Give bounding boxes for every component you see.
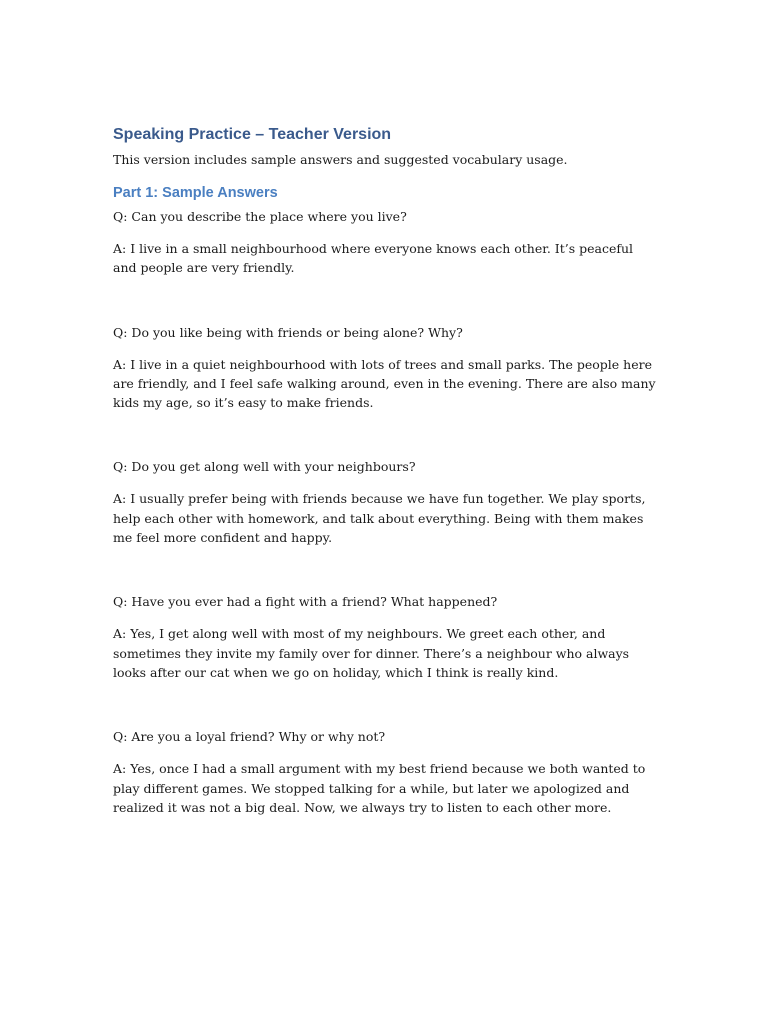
document-intro: This version includes sample answers and suggested vocabulary usage.	[113, 152, 568, 167]
qa-item	[113, 592, 658, 682]
answer-text: A: Yes, once I had a small argument with my best friend because we both wanted to play different games. We stopped talking for a while, but later we apologized and realized it was not a big deal. Now, we always try to listen to each other more.	[113, 761, 646, 815]
section-heading: Part 1: Sample Answers	[113, 185, 278, 201]
question-text: Q: Do you get along well with your neighbours?	[113, 459, 416, 475]
question-text: Q: Do you like being with friends or being alone? Why?	[113, 324, 463, 340]
answer-text: A: Yes, I get along well with most of my neighbours. We greet each other, and sometimes they invite my family over for dinner. There’s a neighbour who always looks after our cat when we go on holiday, which I think is really kind.	[113, 626, 630, 680]
answer-text: A: I live in a quiet neighbourhood with lots of trees and small parks. The people here are friendly, and I feel safe walking around, even in the evening. There are also many kids my age, so it’s easy to make friends.	[113, 356, 656, 411]
question-text: Q: Are you a loyal friend? Why or why not?	[113, 729, 386, 745]
answer-text: A: I live in a small neighbourhood where everyone knows each other. It’s peaceful and people are very friendly.	[113, 241, 634, 276]
question-text: Q: Have you ever had a fight with a friend? What happened?	[113, 594, 498, 610]
document-title: Speaking Practice – Teacher Version	[113, 126, 392, 143]
qa-item	[113, 207, 658, 278]
qa-list	[113, 207, 658, 817]
answer-text: A: I usually prefer being with friends because we have fun together. We play sports, help each other with homework, and talk about everything. Being with them makes me feel more confident and happy.	[113, 491, 646, 546]
qa-item	[113, 457, 658, 547]
question-text: Q: Can you describe the place where you live?	[113, 209, 407, 224]
qa-item	[113, 323, 658, 413]
qa-item	[113, 727, 658, 817]
